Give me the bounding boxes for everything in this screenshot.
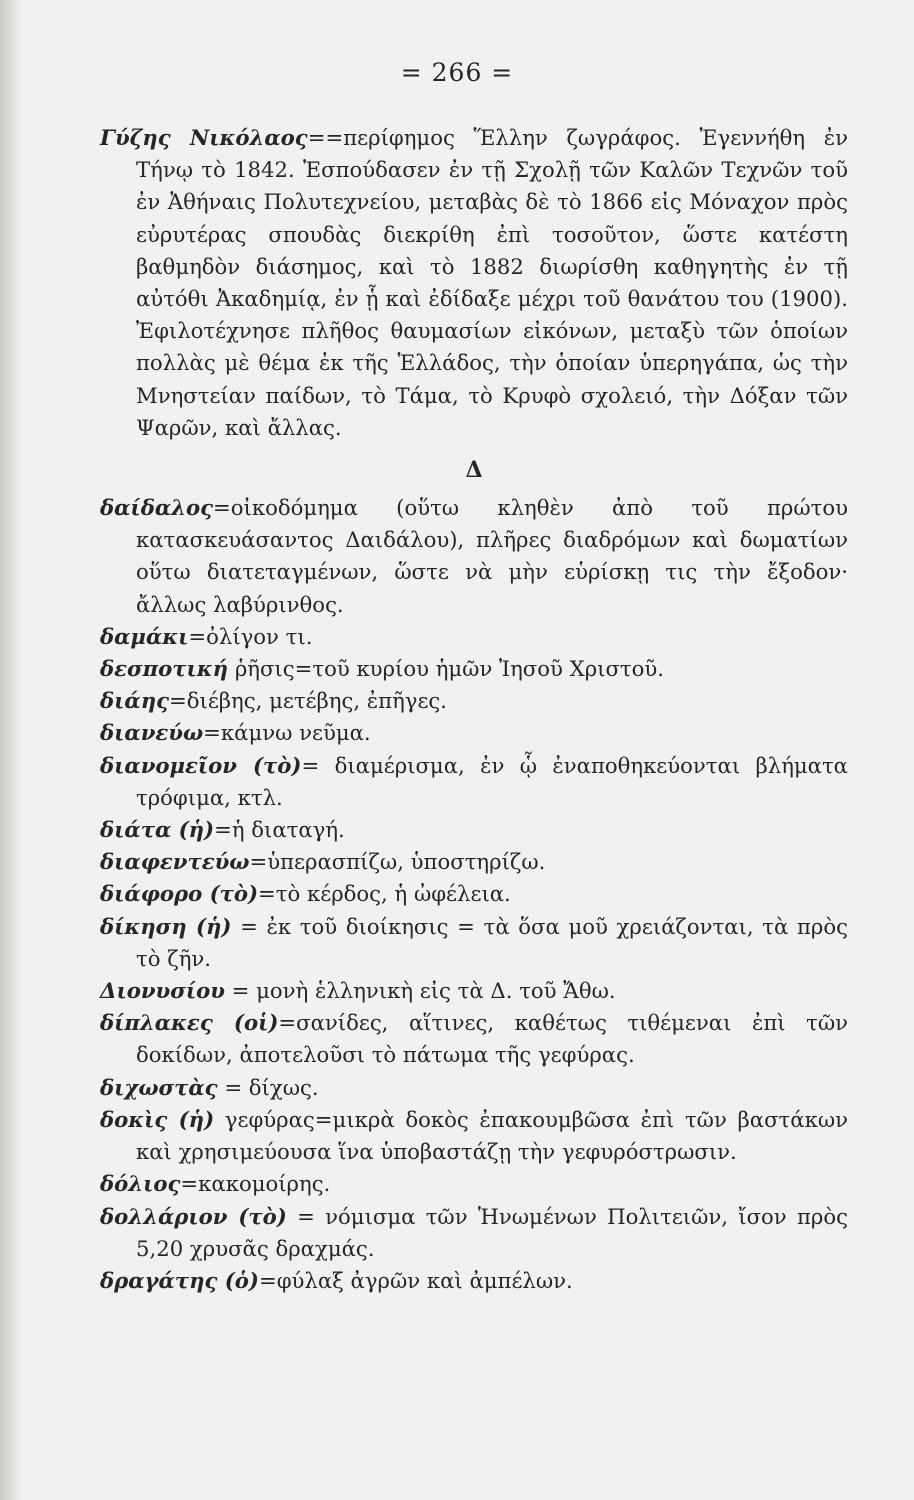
entry-definition: ῥῆσις=τοῦ κυρίου ἡμῶν Ἰησοῦ Χριστοῦ. bbox=[228, 656, 665, 682]
entry-lemma: Γύζης Νικόλαος bbox=[100, 125, 308, 150]
page-gutter-shadow bbox=[0, 0, 22, 1500]
entry-list bbox=[100, 492, 848, 1297]
entry-lemma: δολλάριον (τὸ) bbox=[100, 1203, 287, 1229]
entry-definition: =διέβης, μετέβης, ἐπῆγες. bbox=[169, 688, 448, 714]
entry-definition: =ὀλίγον τι. bbox=[188, 623, 313, 649]
dictionary-entry bbox=[100, 653, 848, 685]
entry-definition: =κάμνω νεῦμα. bbox=[203, 720, 371, 746]
dictionary-entry bbox=[100, 1265, 848, 1297]
entry-lemma: δίπλακες (οἱ) bbox=[100, 1010, 279, 1036]
entry-gyzis bbox=[100, 122, 848, 444]
dictionary-entry bbox=[100, 1007, 848, 1071]
dictionary-entry bbox=[100, 911, 848, 975]
dictionary-entry bbox=[100, 1201, 848, 1265]
entry-definition: γεφύρας=μικρὰ δοκὸς ἐπακουμβῶσα ἐπὶ τῶν βαστάκων καὶ χρησιμεύουσα ἵνα ὑποβαστάζῃ τὴν γεφυρόστρωσιν. bbox=[136, 1106, 848, 1165]
entry-definition: ==περίφημος Ἕλλην ζωγράφος. Ἐγεννήθη ἐν Τήνῳ τὸ 1842. Ἐσπούδασεν ἐν τῇ Σχολῇ τῶν Καλῶν Τεχνῶν τοῦ ἐν Ἀθήναις Πολυτεχνείου, μεταβὰς δὲ τὸ 1866 εἰς Μόναχον πρὸς εὐρυτέρας σπουδὰς διεκρίθη ἐπὶ τοσοῦτον, ὥστε κατέστη βαθμηδὸν διάσημος, καὶ τὸ 1882 διωρίσθη καθηγητὴς ἐν τῇ αὐτόθι Ἀκαδημίᾳ, ἐν ᾗ καὶ ἐδίδαξε μέχρι τοῦ θανάτου του (1900). Ἐφιλοτέχνησε πλῆθος θαυμασίων εἰκόνων, μεταξὺ τῶν ὁποίων πολλὰς μὲ θέμα ἐκ τῆς Ἑλλάδος, τὴν ὁποίαν ὑπερηγάπα, ὡς τὴν Μνηστείαν παίδων, τὸ Τάμα, τὸ Κρυφὸ σχολειό, τὴν Δόξαν τῶν Ψαρῶν, καὶ ἄλλας. bbox=[136, 125, 848, 440]
entry-lemma: διανομεῖον (τὸ) bbox=[100, 752, 302, 778]
dictionary-entry bbox=[100, 878, 848, 910]
entry-lemma: Διονυσίου bbox=[100, 978, 225, 1004]
dictionary-entry bbox=[100, 1104, 848, 1168]
entry-definition: =τὸ κέρδος, ἡ ὠφέλεια. bbox=[258, 881, 511, 907]
entry-lemma: διάτα (ἡ) bbox=[100, 817, 215, 843]
entry-lemma: δαίδαλος bbox=[100, 495, 214, 521]
entry-definition: =φύλαξ ἀγρῶν καὶ ἀμπέλων. bbox=[258, 1267, 573, 1293]
entry-definition: = διαμέρισμα, ἐν ᾧ ἐναποθηκεύονται βλήματα τρόφιμα, κτλ. bbox=[136, 752, 848, 810]
entry-lemma: δαμάκι bbox=[100, 623, 189, 649]
entry-lemma: δίκηση (ἡ) bbox=[100, 913, 232, 939]
entry-definition: =κακομοίρης. bbox=[180, 1171, 331, 1197]
entry-lemma: δραγάτης (ὁ) bbox=[100, 1267, 259, 1293]
entry-lemma: διάφορο (τὸ) bbox=[100, 881, 259, 907]
dictionary-entry bbox=[100, 717, 848, 749]
entry-lemma: διανεύω bbox=[100, 720, 204, 746]
entry-definition: =ἡ διαταγή. bbox=[214, 817, 345, 843]
entry-lemma: δεσποτική bbox=[100, 656, 229, 682]
section-letter-delta: Δ bbox=[465, 457, 483, 484]
dictionary-entry bbox=[100, 492, 848, 621]
dictionary-entry bbox=[100, 814, 848, 846]
entry-lemma: διχωστὰς bbox=[100, 1074, 218, 1100]
dictionary-entry bbox=[100, 621, 848, 653]
entry-definition: =οἰκοδόμημα (οὕτω κληθὲν ἀπὸ τοῦ πρώτου κατασκευάσαντος Δαιδάλου), πλῆρες διαδρόμων καὶ δωματίων οὕτω διατεταγμένων, ὥστε νὰ μὴν εὑρίσκῃ τις τὴν ἔξοδον· ἄλλως λαβύρινθος. bbox=[136, 495, 848, 617]
dictionary-entry bbox=[100, 1072, 848, 1104]
dictionary-entry bbox=[100, 1168, 848, 1200]
entry-lemma: δόλιος bbox=[100, 1171, 181, 1197]
entry-definition: =σανίδες, αἵτινες, καθέτως τιθέμεναι ἐπὶ τῶν δοκίδων, ἀποτελοῦσι τὸ πάτωμα τῆς γεφύρας. bbox=[136, 1010, 849, 1068]
dictionary-entry bbox=[100, 750, 848, 814]
dictionary-content bbox=[100, 122, 848, 1297]
entry-definition: =ὑπερασπίζω, ὑποστηρίζω. bbox=[249, 849, 546, 875]
entry-lemma: δοκὶς (ἡ) bbox=[100, 1106, 215, 1132]
dictionary-entry bbox=[100, 846, 848, 878]
dictionary-entry bbox=[100, 975, 848, 1007]
entry-lemma: διαφεντεύω bbox=[100, 849, 250, 875]
entry-definition: = δίχως. bbox=[217, 1074, 319, 1100]
entry-definition: = μονὴ ἑλληνικὴ εἰς τὰ Δ. τοῦ Ἄθω. bbox=[224, 978, 616, 1004]
page-number: = 266 = bbox=[400, 58, 514, 87]
dictionary-entry bbox=[100, 685, 848, 717]
entry-definition: = ἐκ τοῦ διοίκησις = τὰ ὅσα μοῦ χρειάζονται, τὰ πρὸς τὸ ζῆν. bbox=[136, 913, 848, 971]
entry-definition: = νόμισμα τῶν Ἡνωμένων Πολιτειῶν, ἴσον πρὸς 5,20 χρυσᾶς δραχμάς. bbox=[136, 1203, 848, 1261]
entry-lemma: διάης bbox=[100, 688, 169, 714]
